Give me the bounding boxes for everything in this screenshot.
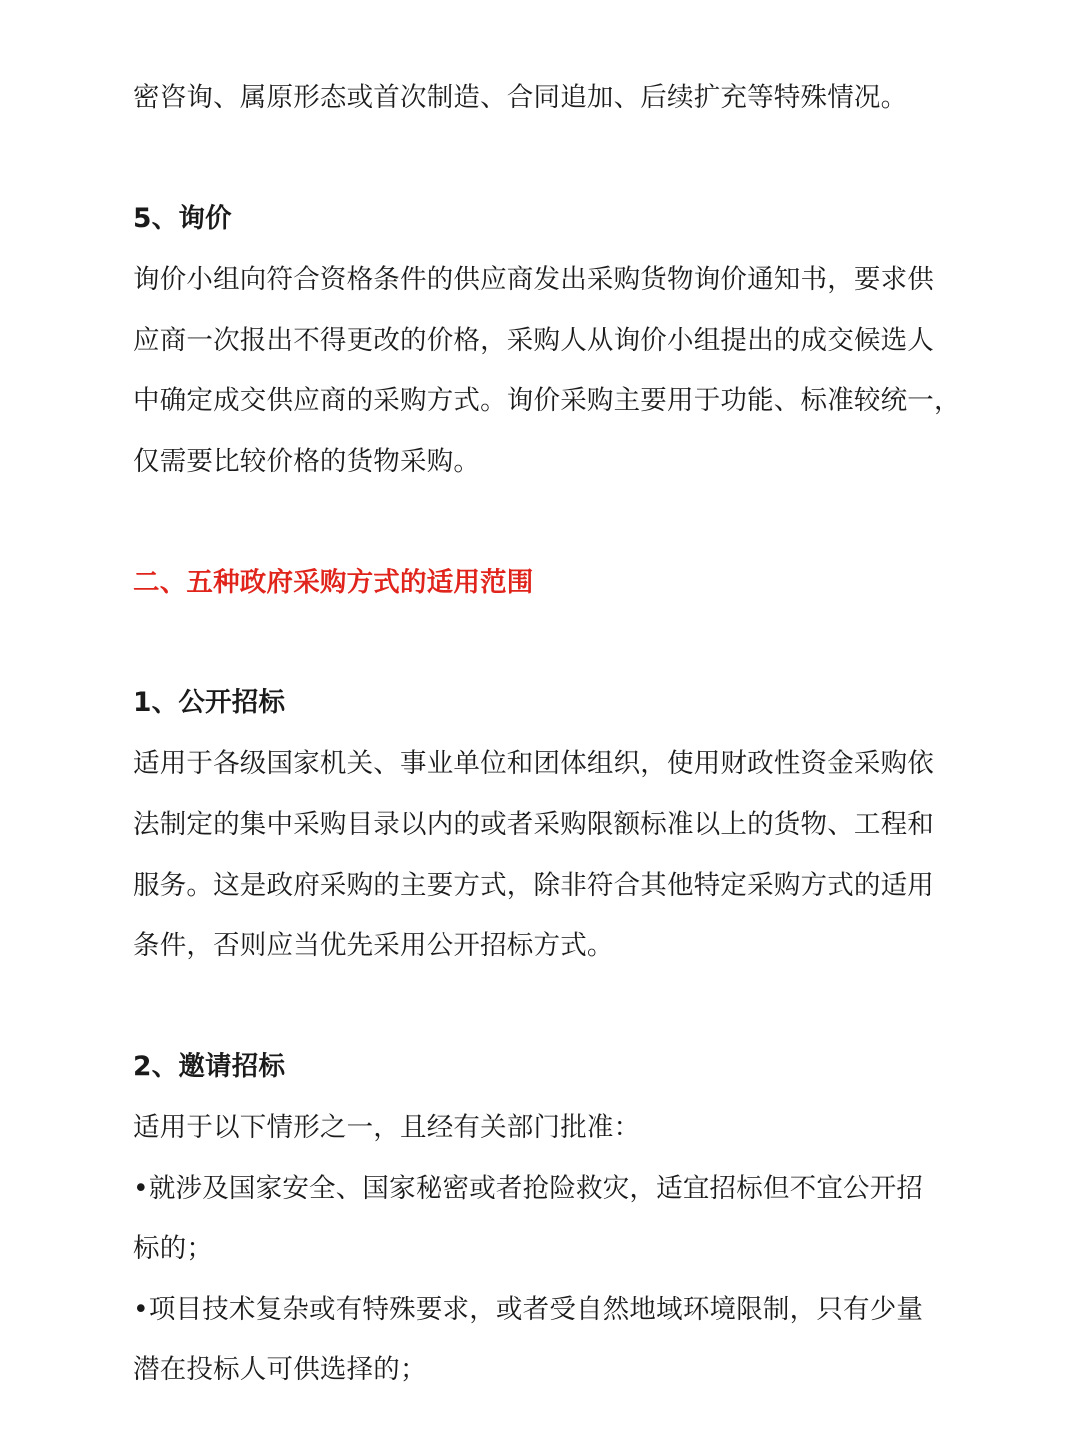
- subheading-open-tender: 1、公开招标: [133, 687, 286, 718]
- paragraph-line: 应商一次报出不得更改的价格，采购人从询价小组提出的成交候选人: [133, 325, 934, 356]
- section-heading: 二、五种政府采购方式的适用范围: [133, 567, 534, 598]
- paragraph-line: 法制定的集中采购目录以内的或者采购限额标准以上的货物、工程和: [133, 809, 934, 840]
- paragraph-line: 适用于各级国家机关、事业单位和团体组织，使用财政性资金采购依: [133, 748, 934, 779]
- bullet-line: 潜在投标人可供选择的；: [133, 1354, 427, 1385]
- paragraph-line: 条件，否则应当优先采用公开招标方式。: [133, 930, 614, 961]
- paragraph-line: 服务。这是政府采购的主要方式，除非符合其他特定采购方式的适用: [133, 870, 934, 901]
- paragraph-line: 中确定成交供应商的采购方式。询价采购主要用于功能、标准较统一，: [133, 385, 961, 416]
- subheading-inquiry: 5、询价: [133, 203, 232, 234]
- paragraph-line: 密咨询、属原形态或首次制造、合同追加、后续扩充等特殊情况。: [133, 82, 908, 113]
- bullet-line: •项目技术复杂或有特殊要求，或者受自然地域环境限制，只有少量: [133, 1294, 924, 1325]
- paragraph-line: 适用于以下情形之一，且经有关部门批准：: [133, 1112, 641, 1143]
- bullet-line: •就涉及国家安全、国家秘密或者抢险救灾，适宜招标但不宜公开招: [133, 1173, 924, 1204]
- bullet-line: 标的；: [133, 1233, 214, 1264]
- subheading-invited-tender: 2、邀请招标: [133, 1051, 286, 1082]
- paragraph-line: 询价小组向符合资格条件的供应商发出采购货物询价通知书，要求供: [133, 264, 934, 295]
- paragraph-line: 仅需要比较价格的货物采购。: [133, 446, 481, 477]
